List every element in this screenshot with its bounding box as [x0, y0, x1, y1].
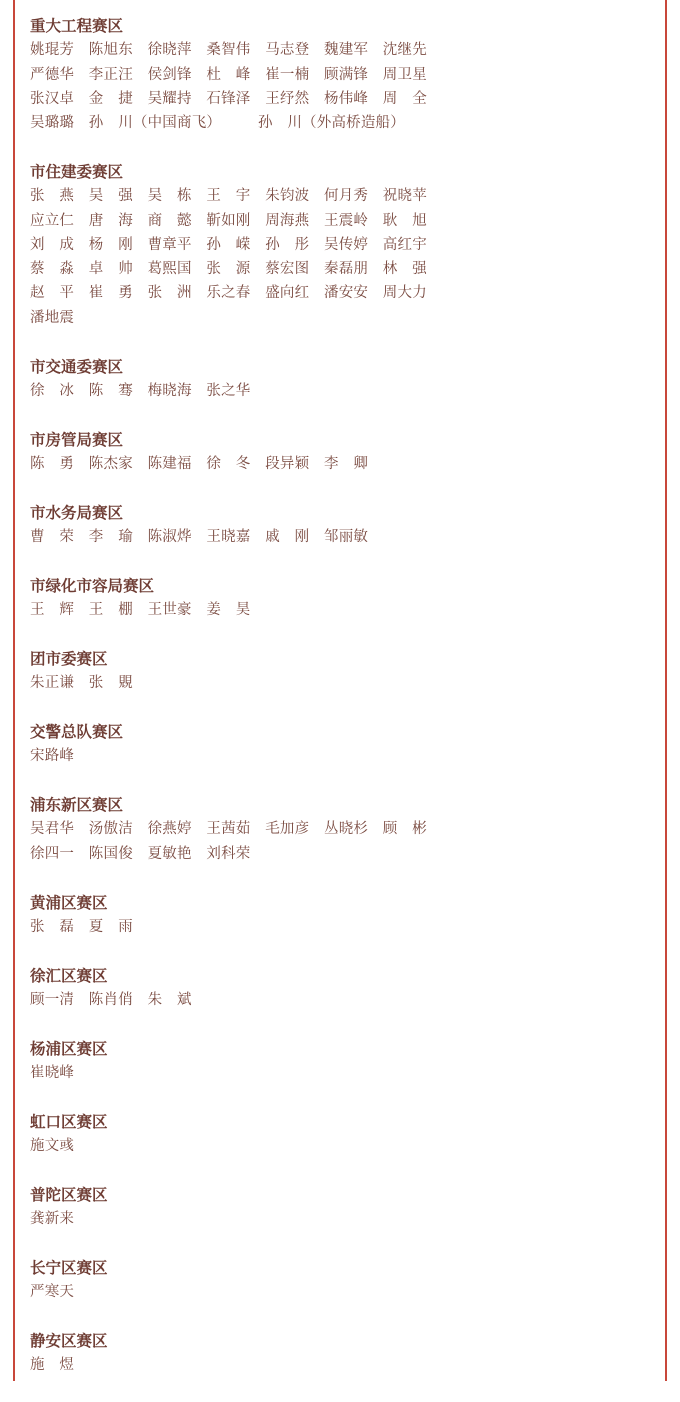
- name-line: 陈 勇 陈杰家 陈建福 徐 冬 段异颖 李 卿: [30, 455, 369, 472]
- section-9: [30, 793, 650, 866]
- name-line: 顾一清 陈肖俏 朱 斌: [30, 991, 192, 1008]
- section-title: 团市委赛区: [30, 649, 108, 668]
- section-title: 重大工程赛区: [30, 17, 124, 35]
- name-line: 施文彧: [30, 1138, 75, 1155]
- section-7: [30, 647, 650, 696]
- section-title: 市交通委赛区: [30, 357, 124, 376]
- section-title: 交警总队赛区: [30, 723, 124, 742]
- section-15: [30, 1256, 650, 1305]
- section-1: [30, 14, 650, 135]
- name-line: 严寒天: [30, 1284, 75, 1301]
- name-line: 王 辉 王 棚 王世豪 姜 昊: [30, 602, 251, 619]
- section-title: 黄浦区赛区: [30, 893, 108, 912]
- section-11: [30, 964, 650, 1013]
- name-line: 曹 荣 李 瑜 陈淑烨 王晓嘉 戚 刚 邹丽敏: [30, 529, 369, 546]
- name-line: 张 燕 吴 强 吴 栋 王 宇 朱钧波 何月秀 祝晓苹: [30, 188, 427, 205]
- section-5: [30, 501, 650, 550]
- section-2: [30, 160, 650, 330]
- section-13: [30, 1110, 650, 1159]
- section-title: 市房管局赛区: [30, 430, 124, 449]
- name-line: 吴璐璐 孙 川（中国商飞） 孙 川（外高桥造船）: [30, 115, 405, 132]
- name-line: 龚新来: [30, 1211, 75, 1228]
- name-line: 徐 冰 陈 骞 梅晓海 张之华: [30, 382, 251, 399]
- section-16: [30, 1329, 650, 1378]
- section-title: 杨浦区赛区: [30, 1039, 108, 1058]
- section-3: [30, 355, 650, 404]
- name-line: 应立仁 唐 海 商 懿 靳如刚 周海燕 王震岭 耿 旭: [30, 212, 427, 229]
- section-title: 虹口区赛区: [30, 1112, 108, 1131]
- section-title: 市绿化市容局赛区: [30, 576, 155, 595]
- section-10: [30, 891, 650, 940]
- name-line: 严德华 李正汪 侯剑锋 杜 峰 崔一楠 顾满锋 周卫星: [30, 66, 427, 83]
- name-line: 刘 成 杨 刚 曹章平 孙 嵘 孙 彤 吴传婷 高红宇: [30, 236, 427, 253]
- section-title: 市水务局赛区: [30, 503, 124, 522]
- award-list: [30, 14, 650, 1402]
- section-14: [30, 1183, 650, 1232]
- section-title: 静安区赛区: [30, 1332, 108, 1351]
- name-line: 张 磊 夏 雨: [30, 918, 133, 935]
- name-line: 吴君华 汤傲洁 徐燕婷 王茜茹 毛加彦 丛晓杉 顾 彬: [30, 821, 427, 838]
- section-title: 长宁区赛区: [30, 1258, 108, 1277]
- name-line: 崔晓峰: [30, 1065, 75, 1081]
- section-title: 徐汇区赛区: [30, 966, 108, 985]
- section-title: 普陀区赛区: [30, 1185, 108, 1204]
- section-title: 市住建委赛区: [30, 162, 124, 181]
- name-line: 姚琨芳 陈旭东 徐晓萍 桑智伟 马志登 魏建军 沈继先: [30, 42, 427, 59]
- section-6: [30, 574, 650, 623]
- section-4: [30, 428, 650, 477]
- name-line: 潘地震: [30, 309, 75, 326]
- name-line: 赵 平 崔 勇 张 洲 乐之春 盛向红 潘安安 周大力: [30, 285, 427, 302]
- name-line: 朱正谦 张 覞: [30, 675, 133, 692]
- name-line: 施 煜: [30, 1357, 75, 1374]
- name-line: 宋路峰: [30, 748, 75, 765]
- section-12: [30, 1037, 650, 1086]
- name-line: 蔡 淼 卓 帅 葛熙国 张 源 蔡宏图 秦磊朋 林 强: [30, 261, 427, 278]
- section-8: [30, 720, 650, 769]
- name-line: 徐四一 陈国俊 夏敏艳 刘科荣: [30, 845, 251, 862]
- name-line: 张汉卓 金 捷 吴耀持 石锋泽 王纾然 杨伟峰 周 全: [30, 90, 427, 107]
- section-title: 浦东新区赛区: [30, 796, 124, 815]
